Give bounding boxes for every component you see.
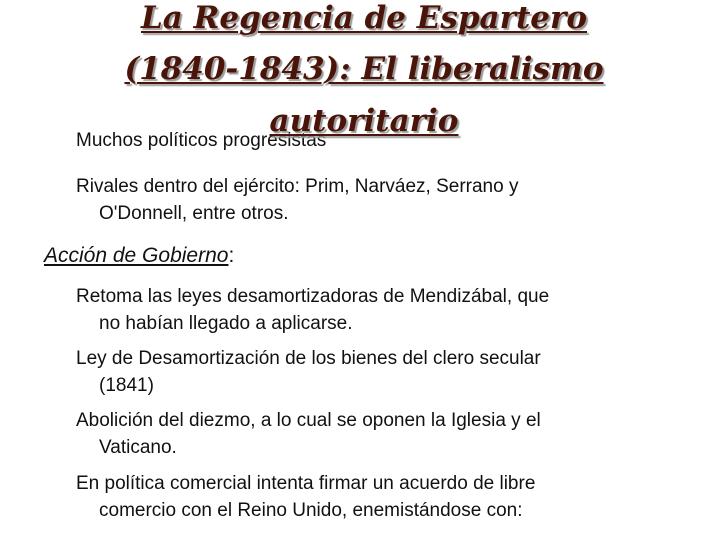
section-heading (44, 242, 234, 269)
action-bullet-4-continuation: comercio con el Reino Unido, enemistándose con: (99, 500, 523, 521)
action-bullet-3: Abolición del diezmo, a lo cual se oponen la Iglesia y el (76, 410, 541, 431)
intro-bullet-2-continuation: O'Donnell, entre otros. (99, 203, 289, 224)
title-line-2: (1840-1843): El liberalismo (124, 51, 604, 87)
action-bullet-2-continuation: (1841) (99, 375, 154, 396)
section-heading-colon: : (228, 244, 235, 267)
title-line-1: La Regencia de Espartero (140, 0, 588, 36)
action-bullet-1-continuation: no habían llegado a aplicarse. (99, 313, 353, 334)
intro-bullet-1: Muchos políticos progresistas (76, 130, 327, 151)
intro-bullet-2: Rivales dentro del ejército: Prim, Narváez, Serrano y (76, 176, 519, 197)
section-heading-text: Acción de Gobierno (44, 244, 229, 267)
action-bullet-2: Ley de Desamortización de los bienes del clero secular (76, 348, 541, 369)
title-line-3: autoritario (269, 103, 459, 139)
action-bullet-3-continuation: Vaticano. (99, 437, 177, 458)
action-bullet-1: Retoma las leyes desamortizadoras de Mendizábal, que (76, 286, 550, 307)
action-bullet-4: En política comercial intenta firmar un acuerdo de libre (76, 473, 536, 494)
